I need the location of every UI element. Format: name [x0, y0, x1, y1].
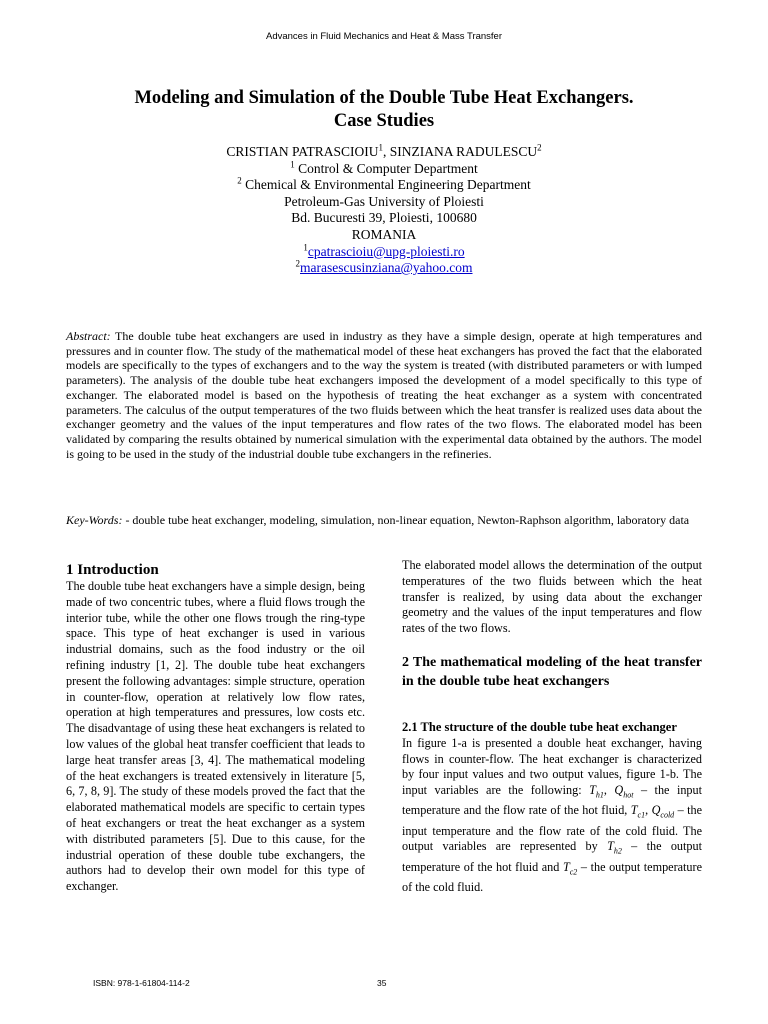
title-line-1: Modeling and Simulation of the Double Tube Heat Exchangers. — [134, 88, 634, 108]
var-th2: $T_{h2}$ — [607, 839, 622, 856]
keywords-text: - double tube heat exchanger, modeling, simulation, non-linear equation, Newton-Raphson algorithm, laboratory data — [122, 513, 690, 527]
email-2-line: $^2$marasescusinziana@yahoo.com — [295, 258, 473, 276]
abstract-label: Abstract: — [66, 329, 111, 343]
left-column — [66, 562, 365, 895]
section-1-continuation: The elaborated model allows the determination of the output temperatures of the two fluids between which the heat transfer is realized, by using data about the exchanger geometry and the values of the input temperatures and flow rates of the two flows. — [402, 558, 702, 636]
section-2-1-heading: 2.1 The structure of the double tube heat exchanger — [402, 719, 677, 734]
address: Bd. Bucuresti 39, Ploiesti, 100680 — [291, 210, 477, 226]
section-2-heading: 2 The mathematical modeling of the heat transfer in the double tube heat exchangers — [402, 654, 702, 689]
right-column — [402, 558, 702, 896]
keywords-label: Key-Words: — [66, 513, 123, 527]
author-2: SINZIANA RADULESCU — [389, 144, 538, 159]
email-1-line: $^1$cpatrascioiu@upg-ploiesti.ro — [303, 242, 465, 259]
abstract — [66, 329, 702, 461]
var-qcold: $Q_{cold}$ — [651, 803, 675, 820]
email-link-1[interactable]: cpatrascioiu@upg-ploiesti.ro — [307, 243, 465, 259]
section-2-1-body: In figure 1-a is presented a double heat exchanger, having flows in counter-flow. The heat exchanger is characterized by four input values and two output values, figure 1-b. The input variables are the following: $T_{h1}$, $Q_{hot}$ – the input temperature and the flow rate of the hot fluid, $T_{c1}$, $Q_{cold}$ – the input temperature and the flow rate of the cold fluid. The output variables are represented by $T_{h2}$ – the output temperature of the hot fluid and $T_{c2}$ – the output temperature of the cold fluid. — [402, 735, 702, 894]
email-link-2[interactable]: marasescusinziana@yahoo.com — [300, 260, 473, 276]
university: Petroleum-Gas University of Ploiesti — [284, 193, 484, 209]
var-tc1: $T_{c1}$ — [630, 803, 646, 820]
var-qhot: $Q_{hot}$ — [614, 783, 634, 800]
abstract-text: The double tube heat exchangers are used in industry as they have a simple design, operate at high temperatures and pressures and in counter flow. The study of the mathematical model of these heat exchangers has proved the fact that the elaborated models are specifically to the types of exchangers and to the way the system is treated (with distributed parameters or with lumped parameters). The analysis of the double tube heat exchangers imposed the development of a model specifically to this type of exchanger. The elaborated model is based on the hypothesis of treating the heat exchanger as a system with concentrated parameters. The calculus of the output temperatures of the two fluids between which the heat transfer is realized uses data about the exchanger geometry and the values of the input temperatures and flow rates of the two flows. The elaborated model has been validated by comparing the results obtained by numerical simulation with the experimental data obtained by the authors. The model is going to be used in the study of the industrial double tube exchangers in the refineries. — [66, 329, 702, 461]
author-block — [60, 144, 708, 277]
section-1-body: The double tube heat exchangers have a simple design, being made of two concentric tubes, where a fluid flows trough the interior tube, while the other one flows trough the ring-type space. This type of heat exchanger is used in various industrial domains, such as the food industry or the oil refining industry [1, 2]. The double tube heat exchangers present the following advantages: simple structure, operation in counter-flow, operation at relatively low flow rates, operation at high temperatures and pressures, low costs etc. The disadvantage of using these heat exchangers is related to low values of the global heat transfer coefficient that leads to large heat transfer areas [3, 4]. The mathematical modeling of the heat exchangers is treated extensively in literature [5, 6, 7, 8, 9]. The study of these models proved the fact that the elaborated mathematical models are specific to certain types of heat exchangers or treat the heat exchanger as a system with distributed parameters [5]. Due to this cause, for the industrial operation of these double tube exchangers, the authors had to develop their own model for this type of exchanger. — [66, 579, 365, 894]
var-tc2: $T_{c2}$ — [562, 859, 578, 877]
affiliation-2: $^2$ Chemical & Environmental Engineering Department — [237, 175, 531, 193]
paper-title — [60, 87, 708, 133]
keywords — [66, 513, 702, 528]
var-th1: $T_{h1}$ — [589, 783, 604, 800]
affiliation-1: $^1$ Control & Computer Department — [290, 159, 478, 176]
author-names: CRISTIAN PATRASCIOIU$^1$, SINZIANA RADULESCU$^2$ — [226, 142, 542, 159]
country: ROMANIA — [351, 226, 417, 242]
page-number: 35 — [377, 978, 387, 988]
running-header: Advances in Fluid Mechanics and Heat & Mass Transfer — [265, 31, 503, 42]
author-1: CRISTIAN PATRASCIOIU — [226, 144, 379, 159]
section-1-heading: 1 Introduction — [66, 562, 159, 578]
title-line-2: Case Studies — [333, 111, 435, 131]
footer-isbn: ISBN: 978-1-61804-114-2 — [93, 978, 190, 988]
